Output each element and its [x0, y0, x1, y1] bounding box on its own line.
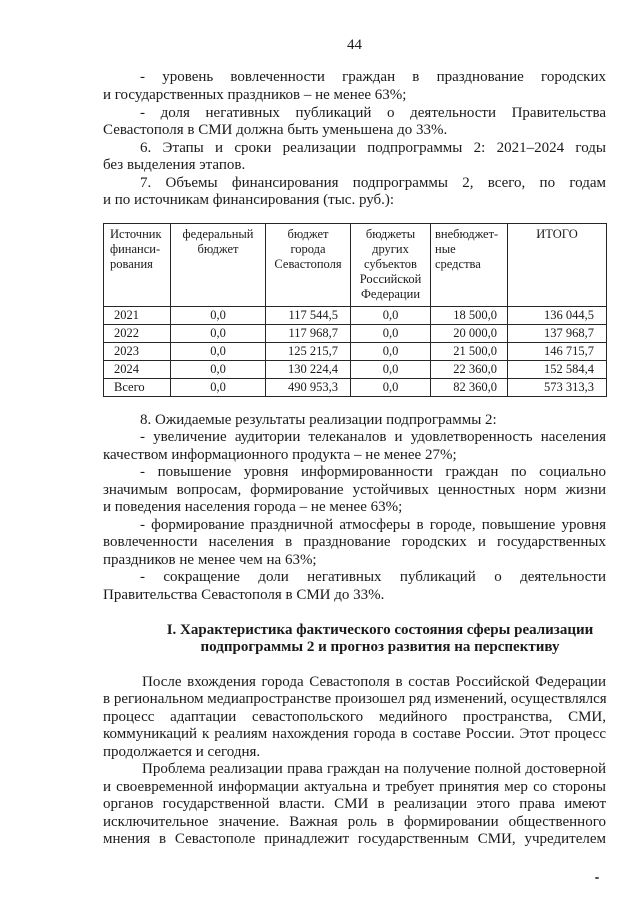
table-cell-year: Всего: [104, 379, 171, 397]
table-cell-city: 490 953,3: [266, 379, 351, 397]
text-line: исключительное значение. Важная роль в формировании общественного: [103, 814, 606, 830]
table-cell-regions: 0,0: [351, 307, 431, 325]
text-line: 7. Объемы финансирования подпрограммы 2, всего, по годам: [140, 175, 606, 191]
table-cell-regions: 0,0: [351, 325, 431, 343]
table-row: [104, 325, 607, 343]
financing-table: [103, 223, 607, 397]
table-cell-total: 152 584,4: [508, 361, 607, 379]
text-line: мнения в Севастополе принадлежит государственным СМИ, учредителем: [103, 831, 606, 847]
table-cell-extra: 22 360,0: [431, 361, 508, 379]
text-line: - сокращение доли негативных публикаций о деятельности: [140, 569, 606, 585]
text-line: качеством информационного продукта – не менее 27%;: [103, 447, 457, 463]
table-row: [104, 361, 607, 379]
text-line: Проблема реализации права граждан на получение полной достоверной: [142, 761, 606, 777]
table-row: [104, 307, 607, 325]
table-cell-extra: 82 360,0: [431, 379, 508, 397]
text-line: и по источникам финансирования (тыс. руб.):: [103, 192, 395, 208]
table-cell-federal: 0,0: [171, 307, 266, 325]
text-line: После вхождения города Севастополя в состав Российской Федерации: [142, 674, 606, 690]
text-line: - доля негативных публикаций о деятельности Правительства: [140, 105, 606, 121]
table-header-cell-total: ИТОГО: [508, 224, 607, 307]
text-line: - уровень вовлеченности граждан в празднование городских: [140, 69, 606, 85]
table-cell-city: 130 224,4: [266, 361, 351, 379]
table-header-cell-extra: внебюджет- ные средства: [431, 224, 508, 307]
text-line: вовлеченности населения в празднование городских и государственных: [103, 534, 606, 550]
table-cell-year: 2021: [104, 307, 171, 325]
table-cell-year: 2022: [104, 325, 171, 343]
text-line: коммуникаций к реалиям нахождения города в составе России. Этот процесс: [103, 726, 606, 742]
text-line: продолжается и сегодня.: [103, 744, 261, 760]
table-cell-regions: 0,0: [351, 343, 431, 361]
table-header-cell-regions: бюджеты других субъектов Российской Федерации: [351, 224, 431, 307]
text-line: процесс адаптации севастопольского медийного пространства, СМИ,: [103, 709, 606, 725]
table-cell-total: 137 968,7: [508, 325, 607, 343]
table-cell-federal: 0,0: [171, 343, 266, 361]
text-line: и государственных праздников – не менее 63%;: [103, 87, 407, 103]
table-cell-total: 136 044,5: [508, 307, 607, 325]
text-line: и поведения населения города – не менее 63%;: [103, 499, 403, 515]
text-line: 8. Ожидаемые результаты реализации подпрограммы 2:: [140, 412, 497, 428]
table-cell-regions: 0,0: [351, 361, 431, 379]
scan-mark: [595, 877, 599, 879]
table-cell-year: 2024: [104, 361, 171, 379]
table-cell-federal: 0,0: [171, 325, 266, 343]
text-line: значимым вопросам, формирование устойчивых ценностных норм жизни: [103, 482, 606, 498]
table-header-cell-federal: федеральный бюджет: [171, 224, 266, 307]
table-cell-total: 573 313,3: [508, 379, 607, 397]
table-cell-city: 117 968,7: [266, 325, 351, 343]
text-line: и своевременной информации актуальна и требует принятия мер со стороны: [103, 779, 606, 795]
text-line: Севастополя в СМИ должна быть уменьшена до 33%.: [103, 122, 448, 138]
table-cell-extra: 21 500,0: [431, 343, 508, 361]
table-cell-federal: 0,0: [171, 379, 266, 397]
text-line: праздников не менее чем на 63%;: [103, 552, 317, 568]
table-row: [104, 343, 607, 361]
table-cell-regions: 0,0: [351, 379, 431, 397]
table-header-row: [104, 224, 607, 307]
text-line: 6. Этапы и сроки реализации подпрограммы 2: 2021–2024 годы: [140, 140, 606, 156]
text-line: - формирование праздничной атмосферы в городе, повышение уровня: [140, 517, 606, 533]
text-line: без выделения этапов.: [103, 157, 246, 173]
table-cell-city: 117 544,5: [266, 307, 351, 325]
table-header-cell-source: Источник финанси- рования: [104, 224, 171, 307]
table-header-cell-city: бюджет города Севастополя: [266, 224, 351, 307]
text-line: органов государственной власти. СМИ в реализации этого права имеют: [103, 796, 606, 812]
text-line: Правительства Севастополя в СМИ до 33%.: [103, 587, 385, 603]
table-cell-total: 146 715,7: [508, 343, 607, 361]
table-cell-city: 125 215,7: [266, 343, 351, 361]
table-cell-extra: 20 000,0: [431, 325, 508, 343]
table-cell-year: 2023: [104, 343, 171, 361]
text-line: - увеличение аудитории телеканалов и удовлетворенность населения: [140, 429, 606, 445]
table-cell-federal: 0,0: [171, 361, 266, 379]
table-cell-extra: 18 500,0: [431, 307, 508, 325]
text-line: - повышение уровня информированности граждан по социально: [140, 464, 606, 480]
section-heading-line: I. Характеристика фактического состояния сферы реализации: [166, 622, 594, 638]
section-heading-line: подпрограммы 2 и прогноз развития на перспективу: [200, 639, 560, 655]
text-line: в региональном медиапространстве произошел ряд изменений, осуществлялся: [103, 691, 607, 707]
table-row-total: [104, 379, 607, 397]
page-number: 44: [347, 37, 362, 53]
